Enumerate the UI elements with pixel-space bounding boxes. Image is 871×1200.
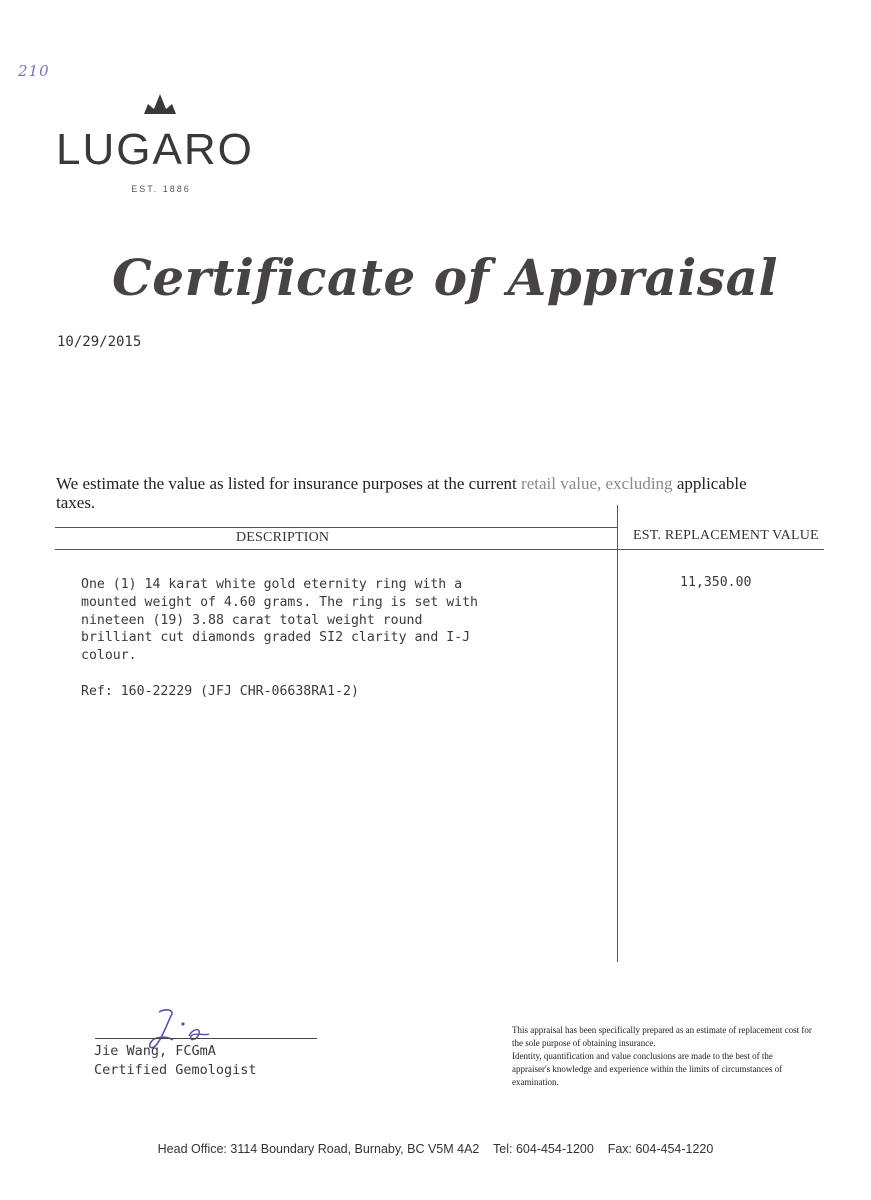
intro-statement — [56, 474, 776, 512]
intro-text-3: applicable taxes. — [56, 474, 747, 512]
intro-text-1: We estimate the value as listed for insurance purposes at the current — [56, 474, 522, 493]
appraisal-date: 10/29/2015 — [57, 334, 142, 350]
intro-text-2: retail value, excluding — [521, 474, 673, 493]
value-column-header: EST. REPLACEMENT VALUE — [633, 528, 819, 543]
item-description: One (1) 14 karat white gold eternity ring with a mounted weight of 4.60 grams. The ring is set with nineteen (19) 3.88 carat total weight round brilliant cut diamonds graded SI2 clarity and I-J colour. — [81, 577, 478, 664]
notice-purpose: This appraisal has been specifically prepared as an estimate of replacement cost for the sole purpose of obtaining insurance. — [512, 1025, 812, 1048]
signature-line — [95, 1038, 317, 1039]
brand-established: EST. 1886 — [131, 184, 191, 194]
appraiser-block — [94, 1042, 257, 1080]
item-reference: Ref: 160-22229 (JFJ CHR-06638RA1-2) — [81, 684, 359, 699]
appraiser-title: Certified Gemologist — [94, 1062, 257, 1078]
table-column-divider — [617, 505, 618, 962]
handwritten-page-number: 210 — [18, 62, 50, 80]
notice-disclaimer: Identity, quantification and value conclusions are made to the best of the appraiser's knowledge and experience within the limits of circumstances of examination. — [512, 1051, 783, 1087]
appraisal-notice — [512, 1024, 812, 1089]
replacement-value: 11,350.00 — [680, 575, 752, 590]
appraiser-name: Jie Wang, FCGmA — [94, 1043, 216, 1059]
description-column-header: DESCRIPTION — [236, 530, 330, 545]
table-top-rule — [55, 527, 618, 528]
brand-logo: LUGARO — [56, 125, 254, 174]
certificate-title: Certificate of Appraisal — [112, 248, 778, 307]
crown-logo-icon — [140, 92, 180, 116]
footer-contact: Head Office: 3114 Boundary Road, Burnaby, BC V5M 4A2 Tel: 604-454-1200 Fax: 604-454-1220 — [157, 1142, 714, 1156]
table-header-rule — [55, 549, 824, 550]
